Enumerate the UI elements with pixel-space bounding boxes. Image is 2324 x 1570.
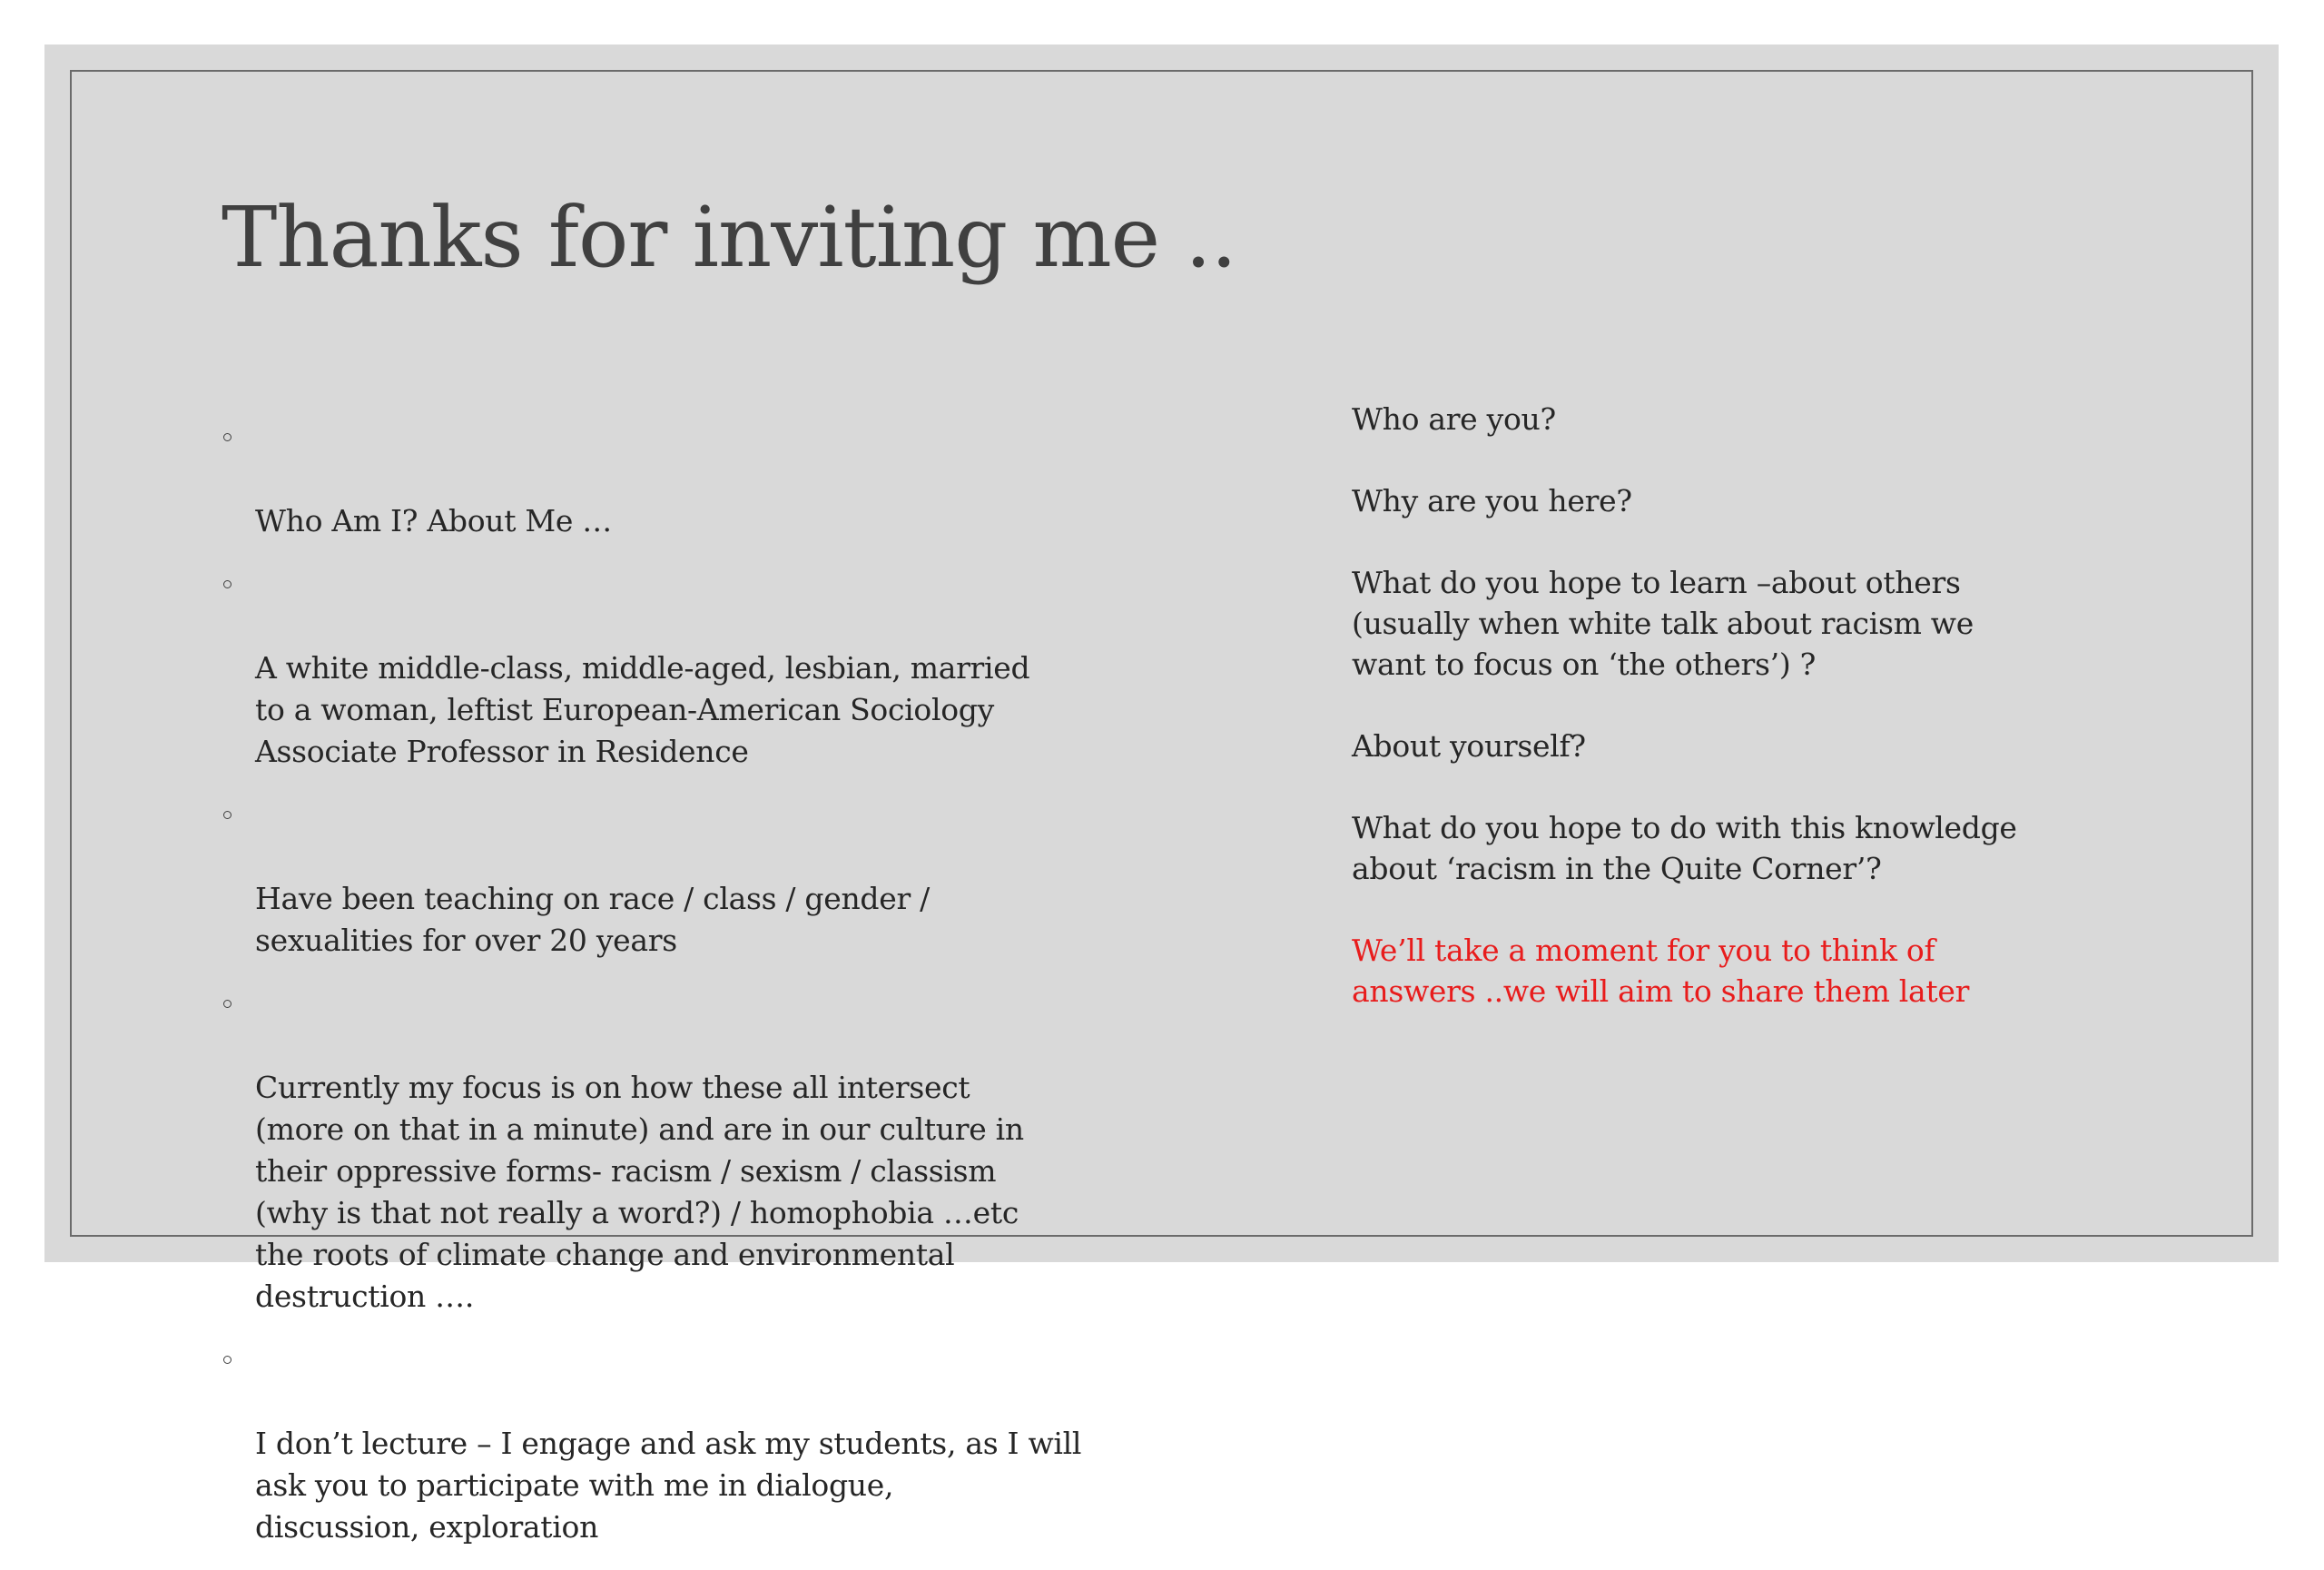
bullet-text: Have been teaching on race / class / gender / sexualities for over 20 years bbox=[255, 881, 930, 958]
slide-title: Thanks for inviting me .. bbox=[222, 189, 1236, 286]
bullet-circle-icon bbox=[223, 811, 231, 819]
bullet-item bbox=[222, 564, 1129, 773]
bullet-circle-icon bbox=[223, 1356, 231, 1364]
question-text: What do you hope to do with this knowledge about ‘racism in the Quite Corner’? bbox=[1352, 810, 2017, 886]
highlighted-note: We’ll take a moment for you to think of answers ..we will aim to share them later bbox=[1352, 933, 1970, 1009]
bullet-text: Currently my focus is on how these all intersect (more on that in a minute) and are in our culture in their oppressive forms- racism / sexism / classism (why is that not really a word?) / homophobia …etc the roots of climate change and environmental destruction …. bbox=[255, 1070, 1024, 1314]
bullet-text: Who Am I? About Me … bbox=[255, 503, 612, 538]
bullet-text: I don’t lecture – I engage and ask my students, as I will ask you to participate with me in dialogue, discussion, exploration bbox=[255, 1426, 1082, 1545]
slide bbox=[44, 44, 2279, 1545]
bullet-item bbox=[222, 983, 1129, 1318]
question-text: Why are you here? bbox=[1352, 483, 1632, 518]
left-bullet-list bbox=[222, 417, 1129, 1570]
right-questions-column bbox=[1352, 399, 2123, 1052]
bullet-text: A white middle-class, middle-aged, lesbian, married to a woman, leftist European-American Sociology Associate Professor in Residence bbox=[255, 650, 1030, 769]
bullet-item bbox=[222, 417, 1129, 542]
bullet-item bbox=[222, 795, 1129, 962]
bullet-circle-icon bbox=[223, 580, 231, 588]
question-text: About yourself? bbox=[1352, 728, 1586, 764]
bullet-circle-icon bbox=[223, 433, 231, 441]
bullet-item bbox=[222, 1339, 1129, 1548]
question-text: What do you hope to learn –about others (usually when white talk about racism we want to focus on ‘the others’) ? bbox=[1352, 565, 1974, 682]
question-text: Who are you? bbox=[1352, 401, 1556, 437]
bullet-circle-icon bbox=[223, 1000, 231, 1008]
